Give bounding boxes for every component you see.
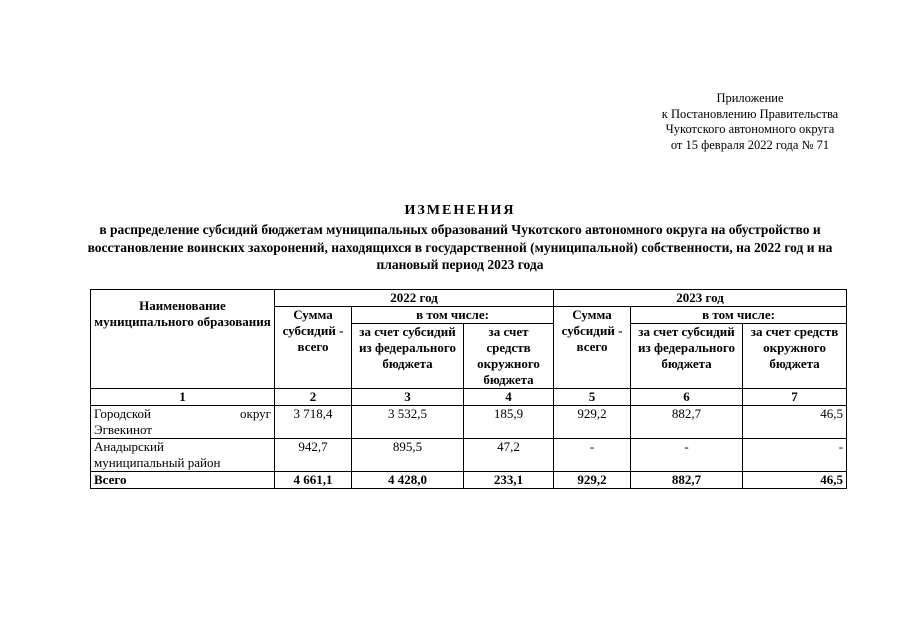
header-federal-2022: за счет субсидий из федерального бюджета [352, 324, 464, 389]
name-line: муниципальный район [94, 455, 221, 470]
column-number: 7 [743, 389, 847, 406]
cell-sum-2022: 3 718,4 [275, 406, 352, 439]
total-federal-2023: 882,7 [631, 472, 743, 489]
header-year-2023: 2023 год [554, 290, 847, 307]
column-number-row [91, 389, 847, 406]
cell-federal-2022: 895,5 [352, 439, 464, 472]
header-district-2023: за счет средств окружного бюджета [743, 324, 847, 389]
total-row [91, 472, 847, 489]
header-sum-2023: Сумма субсидий - всего [554, 307, 631, 389]
subsidy-table [90, 289, 847, 489]
total-district-2023: 46,5 [743, 472, 847, 489]
total-label: Всего [91, 472, 275, 489]
appendix-line: Приложение [716, 91, 784, 105]
table-row [91, 406, 847, 439]
total-sum-2023: 929,2 [554, 472, 631, 489]
column-number: 1 [91, 389, 275, 406]
header-municipality: Наименование муниципального образования [91, 290, 275, 389]
header-district-2022: за счет средств окружного бюджета [464, 324, 554, 389]
cell-district-2022: 47,2 [464, 439, 554, 472]
cell-federal-2023: 882,7 [631, 406, 743, 439]
total-federal-2022: 4 428,0 [352, 472, 464, 489]
table-row [91, 439, 847, 472]
total-sum-2022: 4 661,1 [275, 472, 352, 489]
column-number: 4 [464, 389, 554, 406]
name-line: Анадырский [94, 439, 164, 454]
cell-federal-2023: - [631, 439, 743, 472]
appendix-line: к Постановлению Правительства [661, 106, 839, 121]
row-municipality-name [91, 406, 275, 439]
column-number: 5 [554, 389, 631, 406]
appendix-line: Чукотского автономного округа [665, 122, 835, 136]
document-subtitle: в распределение субсидий бюджетам муниципальных образований Чукотского автономного округа на обустройство и восстановление воинских захоронений, находящихся в государственной (муниципальной) собственности, на 2022 год и на плановый период 2023 года [87, 222, 833, 272]
cell-federal-2022: 3 532,5 [352, 406, 464, 439]
header-federal-2023: за счет субсидий из федерального бюджета [631, 324, 743, 389]
appendix-line: от 15 февраля 2022 года № 71 [670, 137, 830, 152]
total-district-2022: 233,1 [464, 472, 554, 489]
appendix-note [640, 91, 860, 153]
cell-sum-2023: 929,2 [554, 406, 631, 439]
name-word: округ [240, 406, 271, 421]
header-including-2022: в том числе: [352, 307, 554, 324]
name-word: Городской [94, 406, 151, 421]
cell-district-2023: - [743, 439, 847, 472]
cell-district-2023: 46,5 [743, 406, 847, 439]
name-line: Эгвекинот [94, 422, 152, 437]
cell-sum-2023: - [554, 439, 631, 472]
header-year-2022: 2022 год [275, 290, 554, 307]
row-municipality-name [91, 439, 275, 472]
header-sum-2022: Сумма субсидий - всего [275, 307, 352, 389]
cell-district-2022: 185,9 [464, 406, 554, 439]
cell-sum-2022: 942,7 [275, 439, 352, 472]
document-title: ИЗМЕНЕНИЯ [404, 203, 516, 218]
column-number: 2 [275, 389, 352, 406]
column-number: 6 [631, 389, 743, 406]
column-number: 3 [352, 389, 464, 406]
header-including-2023: в том числе: [631, 307, 847, 324]
